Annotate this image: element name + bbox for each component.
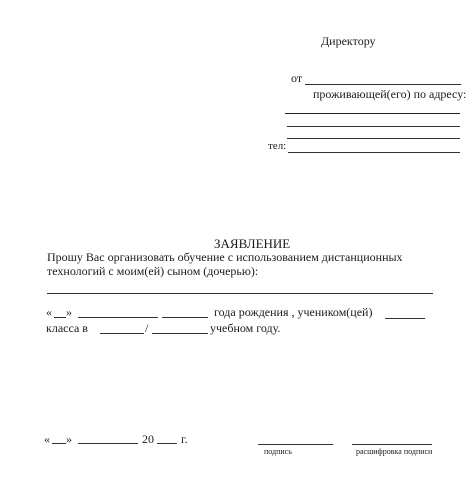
address-line-2[interactable] xyxy=(287,126,460,127)
from-name-line[interactable] xyxy=(305,84,461,85)
signature-decoding-line[interactable] xyxy=(352,444,432,445)
request-text-line-2: технологий с моим(ей) сыном (дочерью): xyxy=(47,264,259,278)
birth-quote-open: « xyxy=(46,305,52,319)
school-year-slash: / xyxy=(145,321,149,335)
date-quote-close: » xyxy=(66,432,72,446)
date-day-line[interactable] xyxy=(52,443,66,444)
school-year-start-line[interactable] xyxy=(100,333,144,334)
date-year-line[interactable] xyxy=(157,443,177,444)
class-label: класса в xyxy=(46,321,88,335)
signature-line[interactable] xyxy=(258,444,333,445)
birth-month-line[interactable] xyxy=(78,317,158,318)
child-name-line[interactable] xyxy=(47,293,433,294)
birth-day-line[interactable] xyxy=(54,317,66,318)
request-text-line-1: Прошу Вас организовать обучение с использованием дистанционных xyxy=(47,250,403,264)
phone-label: тел: xyxy=(268,140,287,152)
date-year-suffix: г. xyxy=(181,432,188,446)
date-quote-open: « xyxy=(44,432,50,446)
date-month-line[interactable] xyxy=(78,443,138,444)
signature-caption: подпись xyxy=(264,447,292,456)
signature-decoding-caption: расшифровка подписи xyxy=(356,447,433,456)
from-label: от xyxy=(291,71,303,85)
phone-line[interactable] xyxy=(288,152,460,153)
birth-quote-close: » xyxy=(66,305,72,319)
birth-year-text: года рождения , учеником(цей) xyxy=(214,305,373,319)
school-year-text: учебном году. xyxy=(210,321,281,335)
addressee-text: Директору xyxy=(321,34,376,48)
school-year-end-line[interactable] xyxy=(152,333,208,334)
date-year-prefix: 20 xyxy=(142,432,154,446)
address-line-1[interactable] xyxy=(285,113,460,114)
residing-label: проживающей(его) по адресу: xyxy=(313,87,467,101)
document-title: ЗАЯВЛЕНИЕ xyxy=(214,236,291,251)
birth-year-line[interactable] xyxy=(162,317,208,318)
grade-number-line[interactable] xyxy=(385,318,425,319)
address-line-3[interactable] xyxy=(287,138,460,139)
